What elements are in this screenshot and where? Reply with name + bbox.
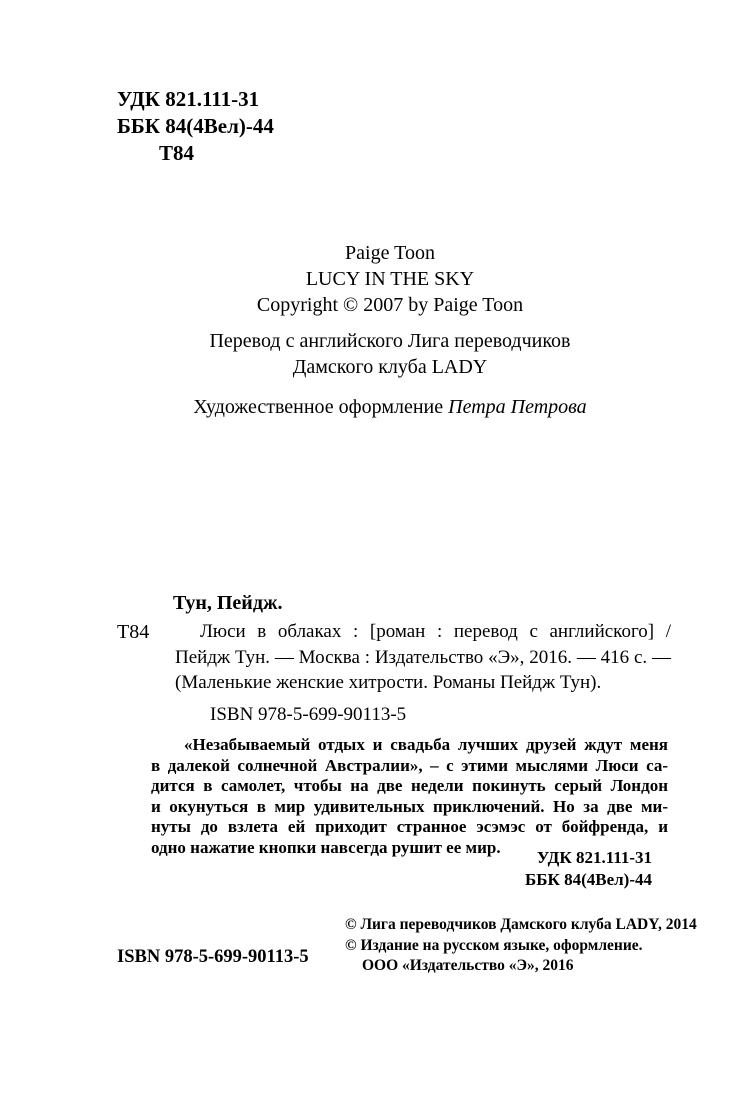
design-credit: [118, 396, 662, 419]
copyright-notice-line: © Издание на русском языке, оформление.: [345, 936, 643, 954]
catalog-author-heading: Тун, Пейдж.: [173, 592, 283, 614]
annotation-line: дится в самолет, чтобы на две недели покинуть серый Лондон: [151, 776, 668, 795]
isbn-catalog: ISBN 978-5-699-90113-5: [210, 704, 407, 725]
udk-code-bottom: УДК 821.111-31: [536, 848, 652, 867]
translation-credit-line1: Перевод с английского Лига переводчиков: [209, 330, 571, 352]
original-copyright: Copyright © 2007 by Paige Toon: [256, 294, 524, 316]
catalog-description: [175, 619, 671, 696]
annotation-line: и окунуться в мир удивительных приключений. Но за две ми-: [151, 796, 668, 816]
annotation-line: одно нажатие кнопки навсегда рушит ее мир.: [151, 837, 501, 857]
annotation-line: нуты до взлета ей приходит странное эсэмэс от бойфренда, и: [151, 817, 668, 836]
classification-codes-top: [117, 86, 274, 167]
copyright-notice-line: ООО «Издательство «Э», 2016: [362, 957, 574, 974]
original-edition-block: [118, 240, 662, 318]
annotation-line: в далекой солнечной Австралии», – с этими мыслями Люси са-: [151, 755, 668, 775]
copyright-notices: [345, 915, 697, 977]
copyright-notice-line: © Лига переводчиков Дамского клуба LADY, 2014: [345, 916, 697, 933]
catalog-author-sign-code: Т84: [117, 621, 150, 643]
translation-credit: [118, 328, 662, 380]
annotation: [151, 735, 668, 858]
design-credit-label: Художественное оформление: [193, 396, 444, 418]
catalog-description-line: Люси в облаках : [роман : перевод с английского] /: [200, 621, 671, 642]
udk-code: УДК 821.111-31: [117, 87, 260, 111]
annotation-line: «Незабываемый отдых и свадьба лучших друзей ждут меня: [184, 735, 668, 754]
author-sign-code: Т84: [159, 141, 195, 165]
bbk-code-bottom: ББК 84(4Вел)-44: [525, 870, 652, 889]
design-credit-designer: Петра Петрова: [448, 396, 587, 418]
isbn-footer: ISBN 978-5-699-90113-5: [117, 947, 309, 967]
catalog-description-line: Пейдж Тун. — Москва : Издательство «Э», 2016. — 416 с. —: [175, 646, 671, 668]
classification-codes-bottom: [525, 847, 652, 891]
bbk-code: ББК 84(4Вел)-44: [117, 114, 274, 138]
catalog-description-line: (Маленькие женские хитрости. Романы Пейдж Тун).: [175, 672, 602, 693]
original-title: LUCY IN THE SKY: [305, 268, 475, 290]
original-author: Paige Toon: [345, 242, 435, 264]
translation-credit-line2: Дамского клуба LADY: [292, 356, 488, 378]
